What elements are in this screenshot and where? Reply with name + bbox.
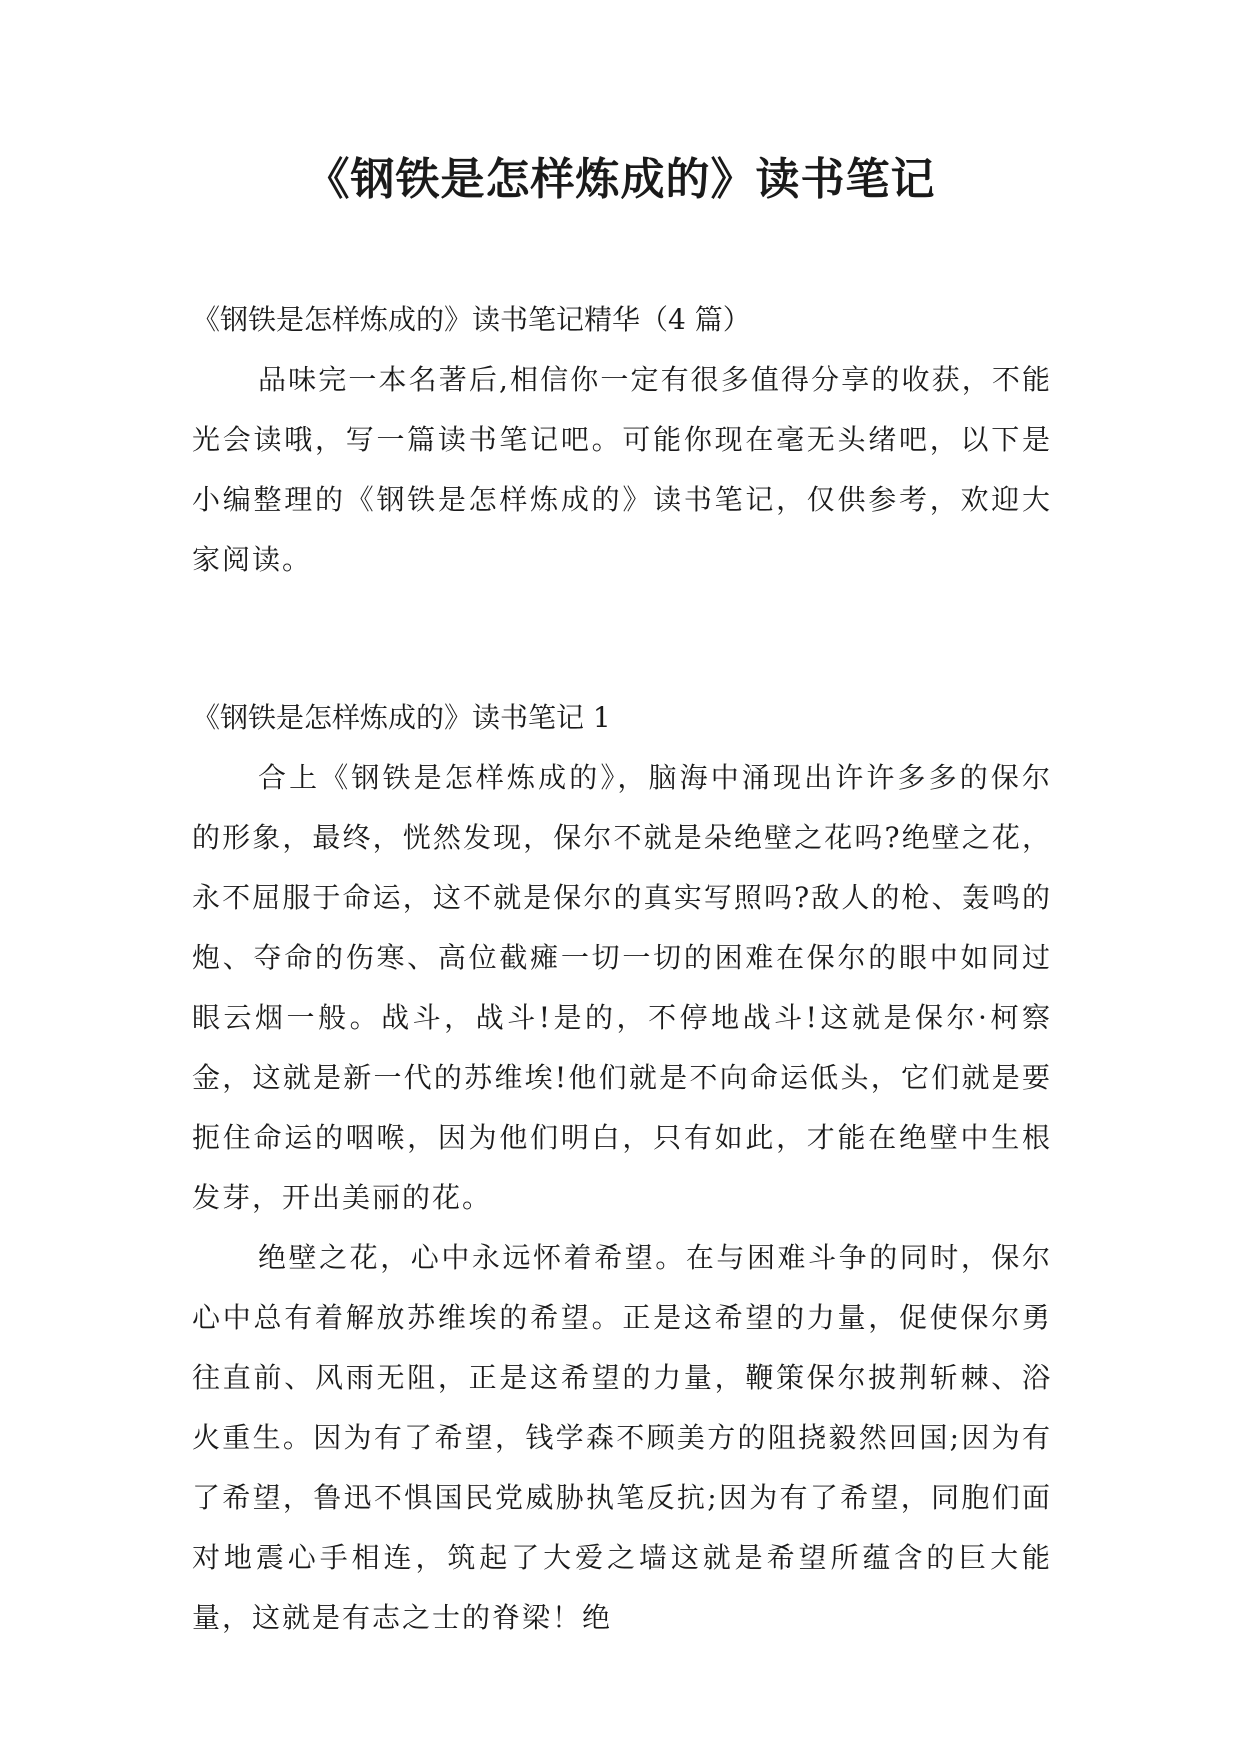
subtitle-heading: 《钢铁是怎样炼成的》读书笔记精华（4 篇） xyxy=(192,303,751,336)
body-paragraph: 合上《钢铁是怎样炼成的》，脑海中涌现出许许多多的保尔的形象，最终，恍然发现，保尔不就是朵绝壁之花吗?绝壁之花，永不屈服于命运，这不就是保尔的真实写照吗?敌人的枪、轰鸣的炮、夺命的伤寒、高位截瘫一切一切的困难在保尔的眼中如同过眼云烟一般。战斗，战斗!是的，不停地战斗!这就是保尔·柯察金，这就是新一代的苏维埃!他们就是不向命运低头，它们就是要扼住命运的咽喉，因为他们明白，只有如此，才能在绝壁中生根发芽，开出美丽的花。 xyxy=(192,761,1052,1214)
document-title: 《钢铁是怎样炼成的》读书笔记 xyxy=(305,154,936,205)
section-spacer xyxy=(192,590,1052,688)
body-paragraph: 绝壁之花，心中永远怀着希望。在与困难斗争的同时，保尔心中总有着解放苏维埃的希望。正是这希望的力量，促使保尔勇往直前、风雨无阻，正是这希望的力量，鞭策保尔披荆斩棘、浴火重生。因为有了希望，钱学森不顾美方的阻挠毅然回国;因为有了希望，鲁迅不惧国民党威胁执笔反抗;因为有了希望，同胞们面对地震心手相连，筑起了大爱之墙这就是希望所蕴含的巨大能量，这就是有志之士的脊梁！绝 xyxy=(192,1241,1052,1634)
document-body xyxy=(192,290,1052,1648)
intro-paragraph: 品味完一本名著后,相信你一定有很多值得分享的收获，不能光会读哦，写一篇读书笔记吧。可能你现在毫无头绪吧，以下是小编整理的《钢铁是怎样炼成的》读书笔记，仅供参考，欢迎大家阅读。 xyxy=(192,363,1052,576)
section-heading: 《钢铁是怎样炼成的》读书笔记 1 xyxy=(192,701,611,734)
